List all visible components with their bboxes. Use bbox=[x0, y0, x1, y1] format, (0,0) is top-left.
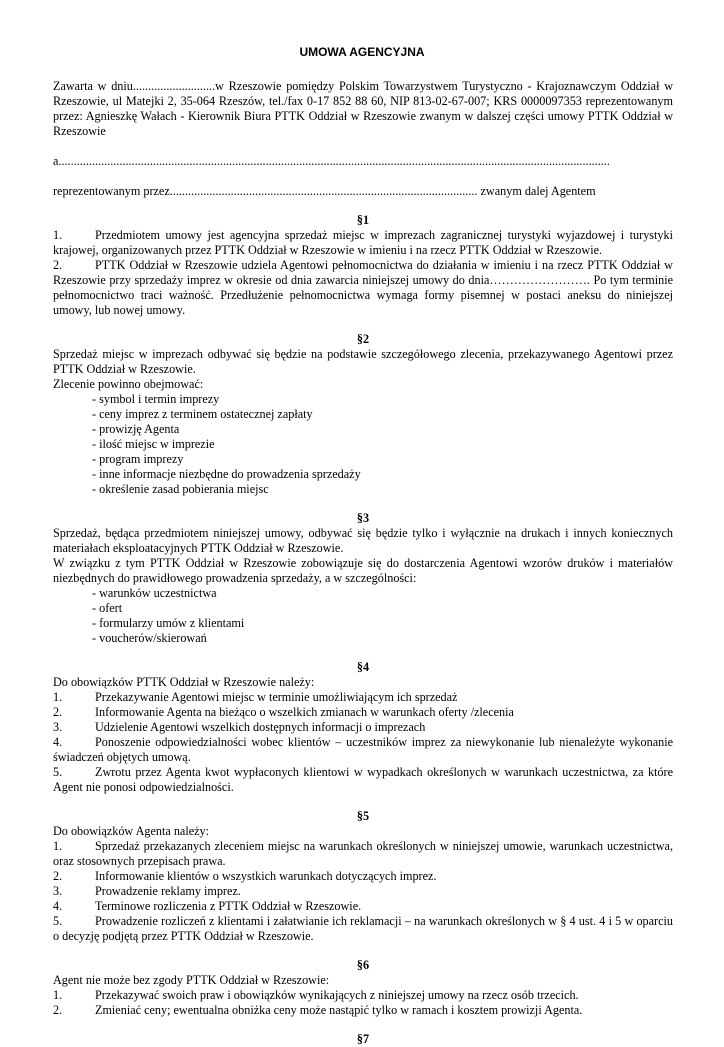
list-item: - warunków uczestnictwa bbox=[92, 586, 217, 600]
s5-item-number: 4. bbox=[53, 899, 63, 913]
s4-item bbox=[53, 705, 673, 720]
s4-item-text: Informowanie Agenta na bieżąco o wszelkich zmianach w warunkach oferty /zlecenia bbox=[95, 705, 514, 719]
section-7-heading: §7 bbox=[356, 1032, 370, 1046]
s6-item-number: 1. bbox=[53, 988, 63, 1002]
s4-item-text: Zwrotu przez Agenta kwot wypłaconych klientowi w wypadkach określonych w warunkach uczestnictwa, za które Agent nie ponosi odpowiedzialności. bbox=[53, 765, 673, 794]
s4-item-number: 1. bbox=[53, 690, 63, 704]
s4-lead: Do obowiązków PTTK Oddział w Rzeszowie należy: bbox=[53, 675, 315, 689]
s3-paragraph-2: W związku z tym PTTK Oddział w Rzeszowie zobowiązuje się do dostarczenia Agentowi wzorów druków i materiałów niezbędnych do prawidłowego prowadzenia sprzedaży, a w szczególności: bbox=[53, 556, 673, 585]
s5-item bbox=[53, 869, 673, 884]
s4-item bbox=[53, 765, 673, 795]
s5-item-text: Terminowe rozliczenia z PTTK Oddział w Rzeszowie. bbox=[95, 899, 362, 913]
s6-item-number: 2. bbox=[53, 1003, 63, 1017]
list-item: - voucherów/skierowań bbox=[92, 631, 207, 645]
s1-item-number: 2. bbox=[53, 258, 63, 272]
s2-bullet-list bbox=[53, 392, 673, 497]
list-item: - symbol i termin imprezy bbox=[92, 392, 220, 406]
s4-item-number: 3. bbox=[53, 720, 63, 734]
s4-item bbox=[53, 690, 673, 705]
s6-item-text: Przekazywać swoich praw i obowiązków wynikających z niniejszej umowy na rzecz osób trzecich. bbox=[95, 988, 579, 1002]
section-1-heading: §1 bbox=[356, 213, 370, 227]
s4-item-number: 2. bbox=[53, 705, 63, 719]
s5-item-text: Informowanie klientów o wszystkich warunkach dotyczących imprez. bbox=[95, 869, 437, 883]
s5-item-text: Prowadzenie reklamy imprez. bbox=[95, 884, 241, 898]
s1-item-text: PTTK Oddział w Rzeszowie udziela Agentowi pełnomocnictwa do działania w imieniu i na rzecz PTTK Oddział w Rzeszowie przy sprzedaży imprez w okresie od dnia zawarcia niniejszej umowy do dnia……………………. Po tym terminie pełnomocnictwo traci ważność. Przedłużenie pełnomocnictwa wymaga formy pisemnej w postaci aneksu do niniejszej umowy, lub nowej umowy. bbox=[53, 258, 673, 317]
s5-item-number: 1. bbox=[53, 839, 63, 853]
s1-item bbox=[53, 228, 673, 258]
s5-item bbox=[53, 884, 673, 899]
list-item: - ilość miejsc w imprezie bbox=[92, 437, 215, 451]
s6-item bbox=[53, 1003, 673, 1018]
document-title: UMOWA AGENCYJNA bbox=[299, 45, 425, 59]
s2-lead: Zlecenie powinno obejmować: bbox=[53, 377, 204, 391]
list-item: - ofert bbox=[92, 601, 123, 615]
s4-item bbox=[53, 720, 673, 735]
party-line: a..................................................................................................................................................................................... bbox=[53, 154, 610, 168]
list-item: - prowizję Agenta bbox=[92, 422, 180, 436]
s1-item-text: Przedmiotem umowy jest agencyjna sprzedaż miejsc w imprezach zagranicznej turystyki wyjazdowej i turystyki krajowej, organizowanych przez PTTK Oddział w Rzeszowie w imieniu i na rzecz PTTK Oddział w Rzeszowie. bbox=[53, 228, 673, 257]
s5-item-number: 2. bbox=[53, 869, 63, 883]
list-item: - ceny imprez z terminem ostatecznej zapłaty bbox=[92, 407, 313, 421]
s6-item bbox=[53, 988, 673, 1003]
s5-item-number: 5. bbox=[53, 914, 63, 928]
list-item: - inne informacje niezbędne do prowadzenia sprzedaży bbox=[92, 467, 361, 481]
s5-item bbox=[53, 899, 673, 914]
s4-item-number: 4. bbox=[53, 735, 63, 749]
section-4-heading: §4 bbox=[356, 660, 370, 674]
s5-item-text: Sprzedaż przekazanych zleceniem miejsc na warunkach określonych w niniejszej umowie, warunkach uczestnictwa, oraz stosownych przepisach prawa. bbox=[53, 839, 673, 868]
s4-item-text: Ponoszenie odpowiedzialności wobec klientów – uczestników imprez za niewykonanie lub nienależyte wykonanie świadczeń objętych umową. bbox=[53, 735, 673, 764]
s4-item-text: Udzielenie Agentowi wszelkich dostępnych informacji o imprezach bbox=[95, 720, 426, 734]
s1-item-number: 1. bbox=[53, 228, 63, 242]
represented-line: reprezentowanym przez..................................................................................................... zwanym dalej Agentem bbox=[53, 184, 596, 198]
list-item: - program imprezy bbox=[92, 452, 184, 466]
intro-paragraph: Zawarta w dniu...........................w Rzeszowie pomiędzy Polskim Towarzystwem Turystyczno - Krajoznawczym Oddział w Rzeszowie, ul Matejki 2, 35-064 Rzeszów, tel./fax 0-17 852 88 60, NIP 813-02-67-007; KRS 0000097353 reprezentowanym przez: Agnieszkę Wałach - Kierownik Biura PTTK Oddział w Rzeszowie zwanym w dalszej części umowy PTTK Oddział w Rzeszowie bbox=[53, 79, 673, 138]
section-3-heading: §3 bbox=[356, 511, 370, 525]
s5-lead: Do obowiązków Agenta należy: bbox=[53, 824, 210, 838]
document-body bbox=[53, 79, 673, 1047]
section-5-heading: §5 bbox=[356, 809, 370, 823]
s4-item-text: Przekazywanie Agentowi miejsc w terminie umożliwiającym ich sprzedaż bbox=[95, 690, 458, 704]
s6-lead: Agent nie może bez zgody PTTK Oddział w Rzeszowie: bbox=[53, 973, 330, 987]
s4-item bbox=[53, 735, 673, 765]
s3-paragraph-1: Sprzedaż, będąca przedmiotem niniejszej umowy, odbywać się będzie tylko i wyłącznie na drukach i innych koniecznych materiałach eksploatacyjnych PTTK Oddział w Rzeszowie. bbox=[53, 526, 673, 555]
section-6-heading: §6 bbox=[356, 958, 370, 972]
s5-item-text: Prowadzenie rozliczeń z klientami i załatwianie ich reklamacji – na warunkach określonych w § 4 ust. 4 i 5 w oparciu o decyzję podjętą przez PTTK Oddział w Rzeszowie. bbox=[53, 914, 673, 943]
section-2-heading: §2 bbox=[356, 332, 370, 346]
s2-paragraph: Sprzedaż miejsc w imprezach odbywać się będzie na podstawie szczegółowego zlecenia, przekazywanego Agentowi przez PTTK Oddział w Rzeszowie. bbox=[53, 347, 673, 376]
list-item: - formularzy umów z klientami bbox=[92, 616, 245, 630]
s4-item-number: 5. bbox=[53, 765, 63, 779]
s5-item-number: 3. bbox=[53, 884, 63, 898]
s6-item-text: Zmieniać ceny; ewentualna obniżka ceny może nastąpić tylko w ramach i kosztem prowizji Agenta. bbox=[95, 1003, 583, 1017]
s3-bullet-list bbox=[53, 586, 673, 646]
s1-item bbox=[53, 258, 673, 318]
s5-item bbox=[53, 914, 673, 944]
s5-item bbox=[53, 839, 673, 869]
list-item: - określenie zasad pobierania miejsc bbox=[92, 482, 269, 496]
